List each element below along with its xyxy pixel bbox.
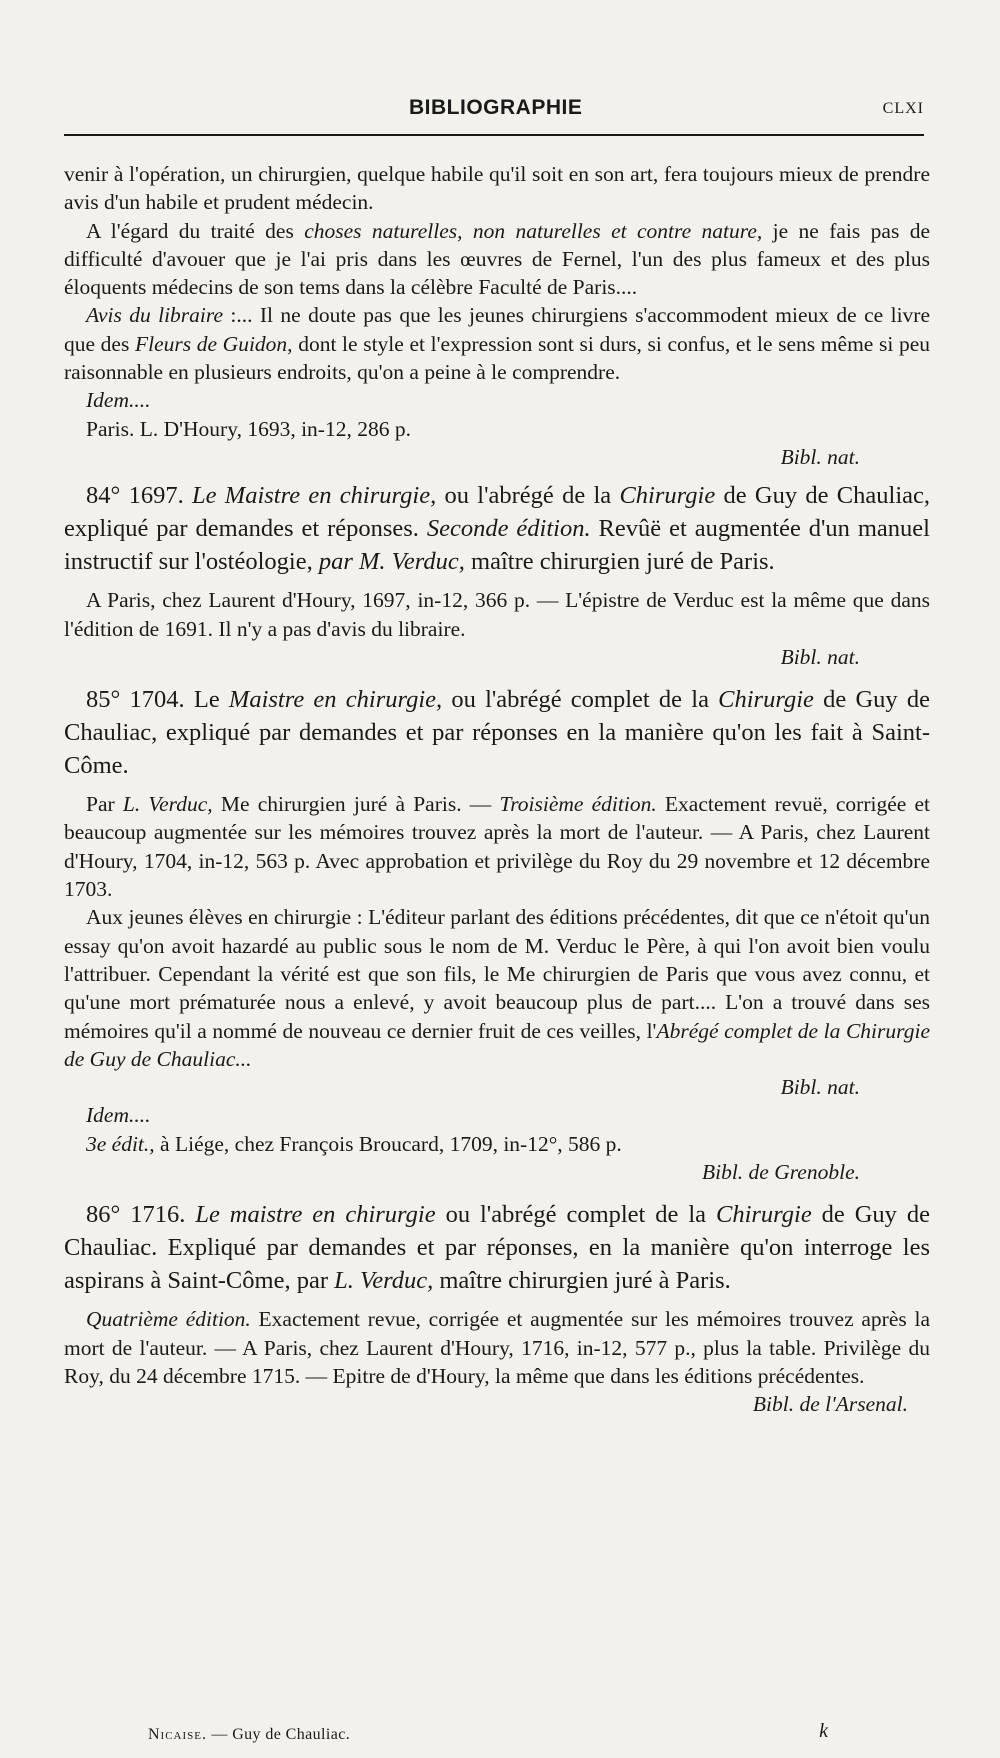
publisher-note-label: Avis du libraire	[86, 303, 224, 328]
library-location: Bibl. nat.	[780, 1075, 860, 1100]
library-location: Bibl. de l'Arsenal.	[752, 1392, 908, 1417]
entry-86-title: 86° 1716. Le maistre en chirurgie ou l'abrégé complet de la Chirurgie de Guy de Chauliac. Expliqué par demandes et par réponses, en la manière qu'on interroge les aspirans à Saint-Côme, par L. Verduc, maître chirurgien juré à Paris.	[64, 1201, 930, 1295]
entry-number: 85° 1704.	[86, 686, 185, 714]
library-location: Bibl. nat.	[780, 444, 860, 469]
library-location: Bibl. de Grenoble.	[701, 1160, 860, 1185]
intro-paragraph-1: venir à l'opération, un chirurgien, quelque habile qu'il soit en son art, fera toujours mieux de prendre avis d'un habile et prudent médecin.	[64, 162, 930, 215]
page-body	[64, 160, 930, 1419]
entry-85-body: Par L. Verduc, Me chirurgien juré à Paris. — Troisième édition. Exactement revuë, corrigée et beaucoup augmentée sur les mémoires trouvez après la mort de l'auteur. — A Paris, chez Laurent d'Houry, 1704, in-12, 563 p. Avec approbation et privilège du Roy du 29 novembre et 12 décembre 1703.	[64, 792, 931, 902]
entry-85-preface: Aux jeunes élèves en chirurgie : L'éditeur parlant des éditions précédentes, dit que ce n'étoit qu'un essay qu'on avoit hazardé au public sous le nom de M. Verduc le Père, à qui l'on avoit bien voulu l'attribuer. Cependant la vérité est que son fils, le Me chirurgien de Paris que vous avez connu, et qu'une mort prématurée nous a enlevé, y avoit beaucoup plus de part.... L'on a trouvé dans ses mémoires qu'il a nommé de nouveau ce dernier fruit de ces veilles, l'Abrégé complet de la Chirurgie de Guy de Chauliac...	[64, 905, 930, 1071]
page-title: BIBLIOGRAPHIE	[409, 96, 583, 119]
signature-line: Nicaise. — Guy de Chauliac.	[148, 1726, 351, 1743]
signature-mark: k	[819, 1720, 828, 1742]
publisher-note: Avis du libraire :... Il ne doute pas que les jeunes chirurgiens s'accommodent mieux de ce livre que des Fleurs de Guidon, dont le style et l'expression sont si durs, si confus, et le sens même si peu raisonnable en plusieurs endroits, qu'on a peine à le comprendre.	[64, 303, 930, 385]
entry-number: 84° 1697.	[86, 482, 184, 510]
entry-number: 86° 1716.	[86, 1201, 186, 1229]
library-location: Bibl. nat.	[780, 644, 860, 669]
idem-label: Idem....	[86, 388, 151, 413]
entry-84-body: A Paris, chez Laurent d'Houry, 1697, in-12, 366 p. — L'épistre de Verduc est la même que dans l'édition de 1691. Il n'y a pas d'avis du libraire.	[64, 588, 930, 641]
intro-paragraph-2: A l'égard du traité des choses naturelles, non naturelles et contre nature, je ne fais pas de difficulté d'avouer que je l'ai pris dans les œuvres de Fernel, l'un des plus fameux et des plus éloquents médecins de son tems dans la célèbre Faculté de Paris....	[64, 218, 931, 300]
entry-85-title: 85° 1704. Le Maistre en chirurgie, ou l'abrégé complet de la Chirurgie de Guy de Chauliac, expliqué par demandes et par réponses en la manière qu'on les fait à Saint-Côme.	[64, 686, 930, 780]
entry-85-third-edition: 3e édit., à Liége, chez François Broucard, 1709, in-12°, 586 p.	[86, 1131, 622, 1156]
running-header	[64, 92, 924, 132]
idem-label: Idem....	[86, 1103, 151, 1128]
header-rule	[64, 134, 924, 136]
page-number: CLXI	[882, 100, 924, 117]
imprint-line: Paris. L. D'Houry, 1693, in-12, 286 p.	[86, 416, 411, 441]
entry-86-body: Quatrième édition. Exactement revue, corrigée et augmentée sur les mémoires trouvez après la mort de l'auteur. — A Paris, chez Laurent d'Houry, 1716, in-12, 577 p., plus la table. Privilège du Roy, du 24 décembre 1715. — Epitre de d'Houry, la même que dans les éditions précédentes.	[64, 1307, 930, 1388]
entry-84-title: 84° 1697. Le Maistre en chirurgie, ou l'abrégé de la Chirurgie de Guy de Chauliac, expliqué par demandes et réponses. Seconde édition. Revûë et augmentée d'un manuel instructif sur l'ostéologie, par M. Verduc, maître chirurgien juré de Paris.	[64, 482, 931, 576]
page-footer	[64, 1720, 924, 1750]
